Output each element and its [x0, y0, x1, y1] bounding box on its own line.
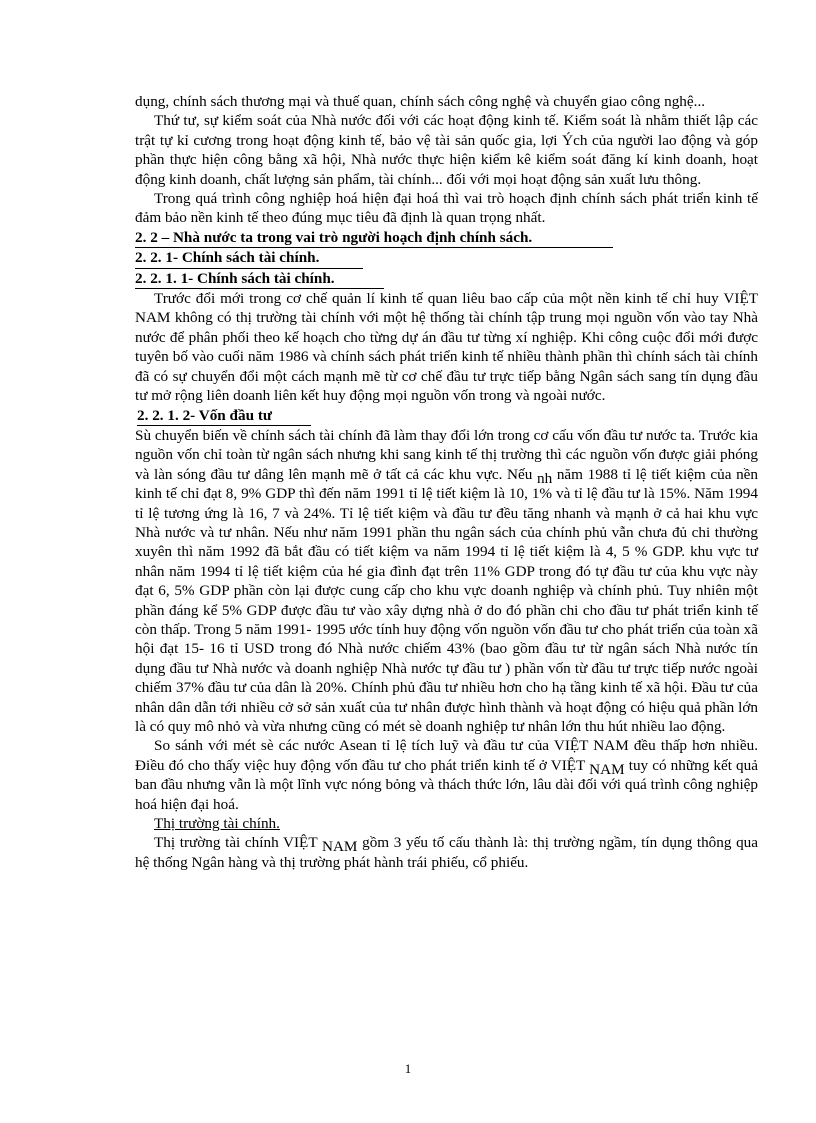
- paragraph-5-start: Sù chuyển biến về chính sách tài chính đã làm thay đổi lớn trong cơ cấu vốn đầu tư nước ta. Trước kia nguồn vốn chỉ toàn từ ngân sách nhưng khi sang kinh tế thị trường thì các nguồn vốn được giải phóng và làn sóng đầu tư dâng lên mạnh mẽ ở tất cả các khu vực. Nếu: [135, 426, 758, 483]
- paragraph-3: Trong quá trình công nghiệp hoá hiện đại hoá thì vai trò hoạch định chính sách phát triển kinh tế đảm bảo nền kinh tế theo đúng mục tiêu đã định là quan trọng nhất.: [135, 190, 758, 227]
- paragraph-1: dụng, chính sách thương mại và thuế quan, chính sách công nghệ và chuyển giao công nghệ...: [135, 93, 706, 110]
- paragraph-7: [135, 833, 758, 872]
- subsubsection-heading-finance: 2. 2. 1. 1- Chính sách tài chính.: [135, 269, 384, 289]
- lowered-fragment: nh: [536, 469, 553, 487]
- lowered-fragment: NAM: [589, 760, 625, 778]
- paragraph-6-start: So sánh với mét sè các nước Asean tỉ lệ tích luỹ và đầu tư của VIỆT NAM đều thấp hơn nhiều. Điều đó cho thấy việc huy động vốn đầu tư cho phát triển kinh tế ở VIỆT: [135, 737, 758, 774]
- document-page: [135, 92, 758, 872]
- paragraph-5: [135, 426, 758, 737]
- page-number: 1: [404, 1061, 412, 1076]
- paragraph-5-rest: năm 1988 tỉ lệ tiết kiệm của nền kinh tế chỉ đạt 8, 9% GDP thì đến năm 1991 tỉ lệ tiết kiệm là 10, 1% và tỉ lệ đầu tư là 15%. Năm 1994 tỉ lệ tương ứng là 16, 7 và 24%. Tỉ lệ tiết kiệm và đầu tư đều tăng nhanh và mạnh ở cả hai khu vực Nhà nước và tư nhân. Nếu như năm 1991 phần thu ngân sách của chính phủ vẫn chưa đủ chi thường xuyên thì năm 1992 đã bắt đầu có tiết kiệm va năm 1994 tỉ lệ tiết kiệm là 4, 5 % GDP. khu vực tư nhân năm 1994 tỉ lệ tiết kiệm của hé gia đình đạt trên 11% GDP trong đó tự đầu tư của khu vực này đạt 6, 5% GDP phần còn lại được cung cấp cho khu vực doanh nghiệp và chính phủ. Tuy nhiên một phần đáng kể 5% GDP được đầu tư vào xây dựng nhà ở do đó phần chi cho đầu tư phát triển kinh tế còn thấp. Trong 5 năm 1991- 1995 ước tính huy động vốn nguồn vốn đầu tư cho phát triển của toàn xã hội đạt 15- 16 tỉ USD trong đó Nhà nước chiếm 43% (bao gồm đầu tư từ ngân sách Nhà nước tín dụng đầu tư Nhà nước và doanh nghiệp Nhà nước tự đầu tư ) phần vốn từ đầu tư trực tiếp nước ngoài chiếm 37% đầu tư của dân là 20%. Chính phủ đầu tư nhiều hơn cho hạ tầng kinh tế xã hội. Đầu tư của nhân dân dẫn tới nhiều cở sở sản xuất của tư nhân được hình thành và hoạt động có hiệu quả phần lớn là có quy mô nhỏ và vừa nhưng cũng có mét sè doanh nghiệp tư nhân lớn thu hút nhiều lao động.: [135, 465, 759, 735]
- paragraph-6: [135, 736, 758, 814]
- paragraph-6-rest: tuy có những kết quả ban đầu nhưng vẫn là một lĩnh vực nóng bỏng và thách thức lớn, lâu dài đối với quá trình công nghiệp hoá hiện đại hoá.: [135, 756, 758, 813]
- paragraph-2: Thứ tư, sự kiểm soát của Nhà nước đối với các hoạt động kinh tế. Kiểm soát là nhằm thiết lập các trật tự kỉ cương trong hoạt động kinh tế, bảo vệ tài sản quốc gia, lợi Ých của người lao động và góp phần thực hiện công bằng xã hội, Nhà nước thực hiện kiểm kê kiểm soát đăng kí kinh doanh, hoạt động kinh doanh, chất lượng sản phẩm, tài chính... đối với mọi hoạt động sản xuất lưu thông.: [135, 112, 758, 188]
- lowered-fragment: NAM: [322, 838, 358, 856]
- subsubsection-heading-investment: 2. 2. 1. 2- Vốn đầu tư: [137, 406, 311, 426]
- section-heading: 2. 2 – Nhà nước ta trong vai trò người hoạch định chính sách.: [135, 228, 613, 248]
- paragraph-7-start: Thị trường tài chính VIỆT: [154, 834, 318, 852]
- subsection-heading: 2. 2. 1- Chính sách tài chính.: [135, 248, 363, 268]
- paragraph-4: Trước đổi mới trong cơ chế quản lí kinh tế quan liêu bao cấp của một nền kinh tế chỉ huy VIỆT NAM không có thị trường tài chính với một hệ thống tài chính tập trung mọi nguồn vốn vào tay Nhà nước để phân phối theo kế hoạch cho từng dự án đầu tư từng xí nghiệp. Khi công cuộc đổi mới được tuyên bố vào cuối năm 1986 và chính sách phát triển kinh tế nhiều thành phần thì chính sách tài chính đã có sự chuyển đổi một cách mạnh mẽ từ cơ chế đầu tư trực tiếp bằng Ngân sách sang tín dụng đầu tư mở rộng liên doanh liên kết huy động mọi nguồn vốn trong và ngoài nước.: [135, 290, 758, 405]
- financial-market-heading: Thị trường tài chính.: [154, 815, 280, 833]
- paragraph-7-rest: gồm 3 yếu tố cấu thành là: thị trường ngầm, tín dụng thông qua hệ thống Ngân hàng và thị trường phát hành trái phiếu, cổ phiếu.: [135, 834, 759, 871]
